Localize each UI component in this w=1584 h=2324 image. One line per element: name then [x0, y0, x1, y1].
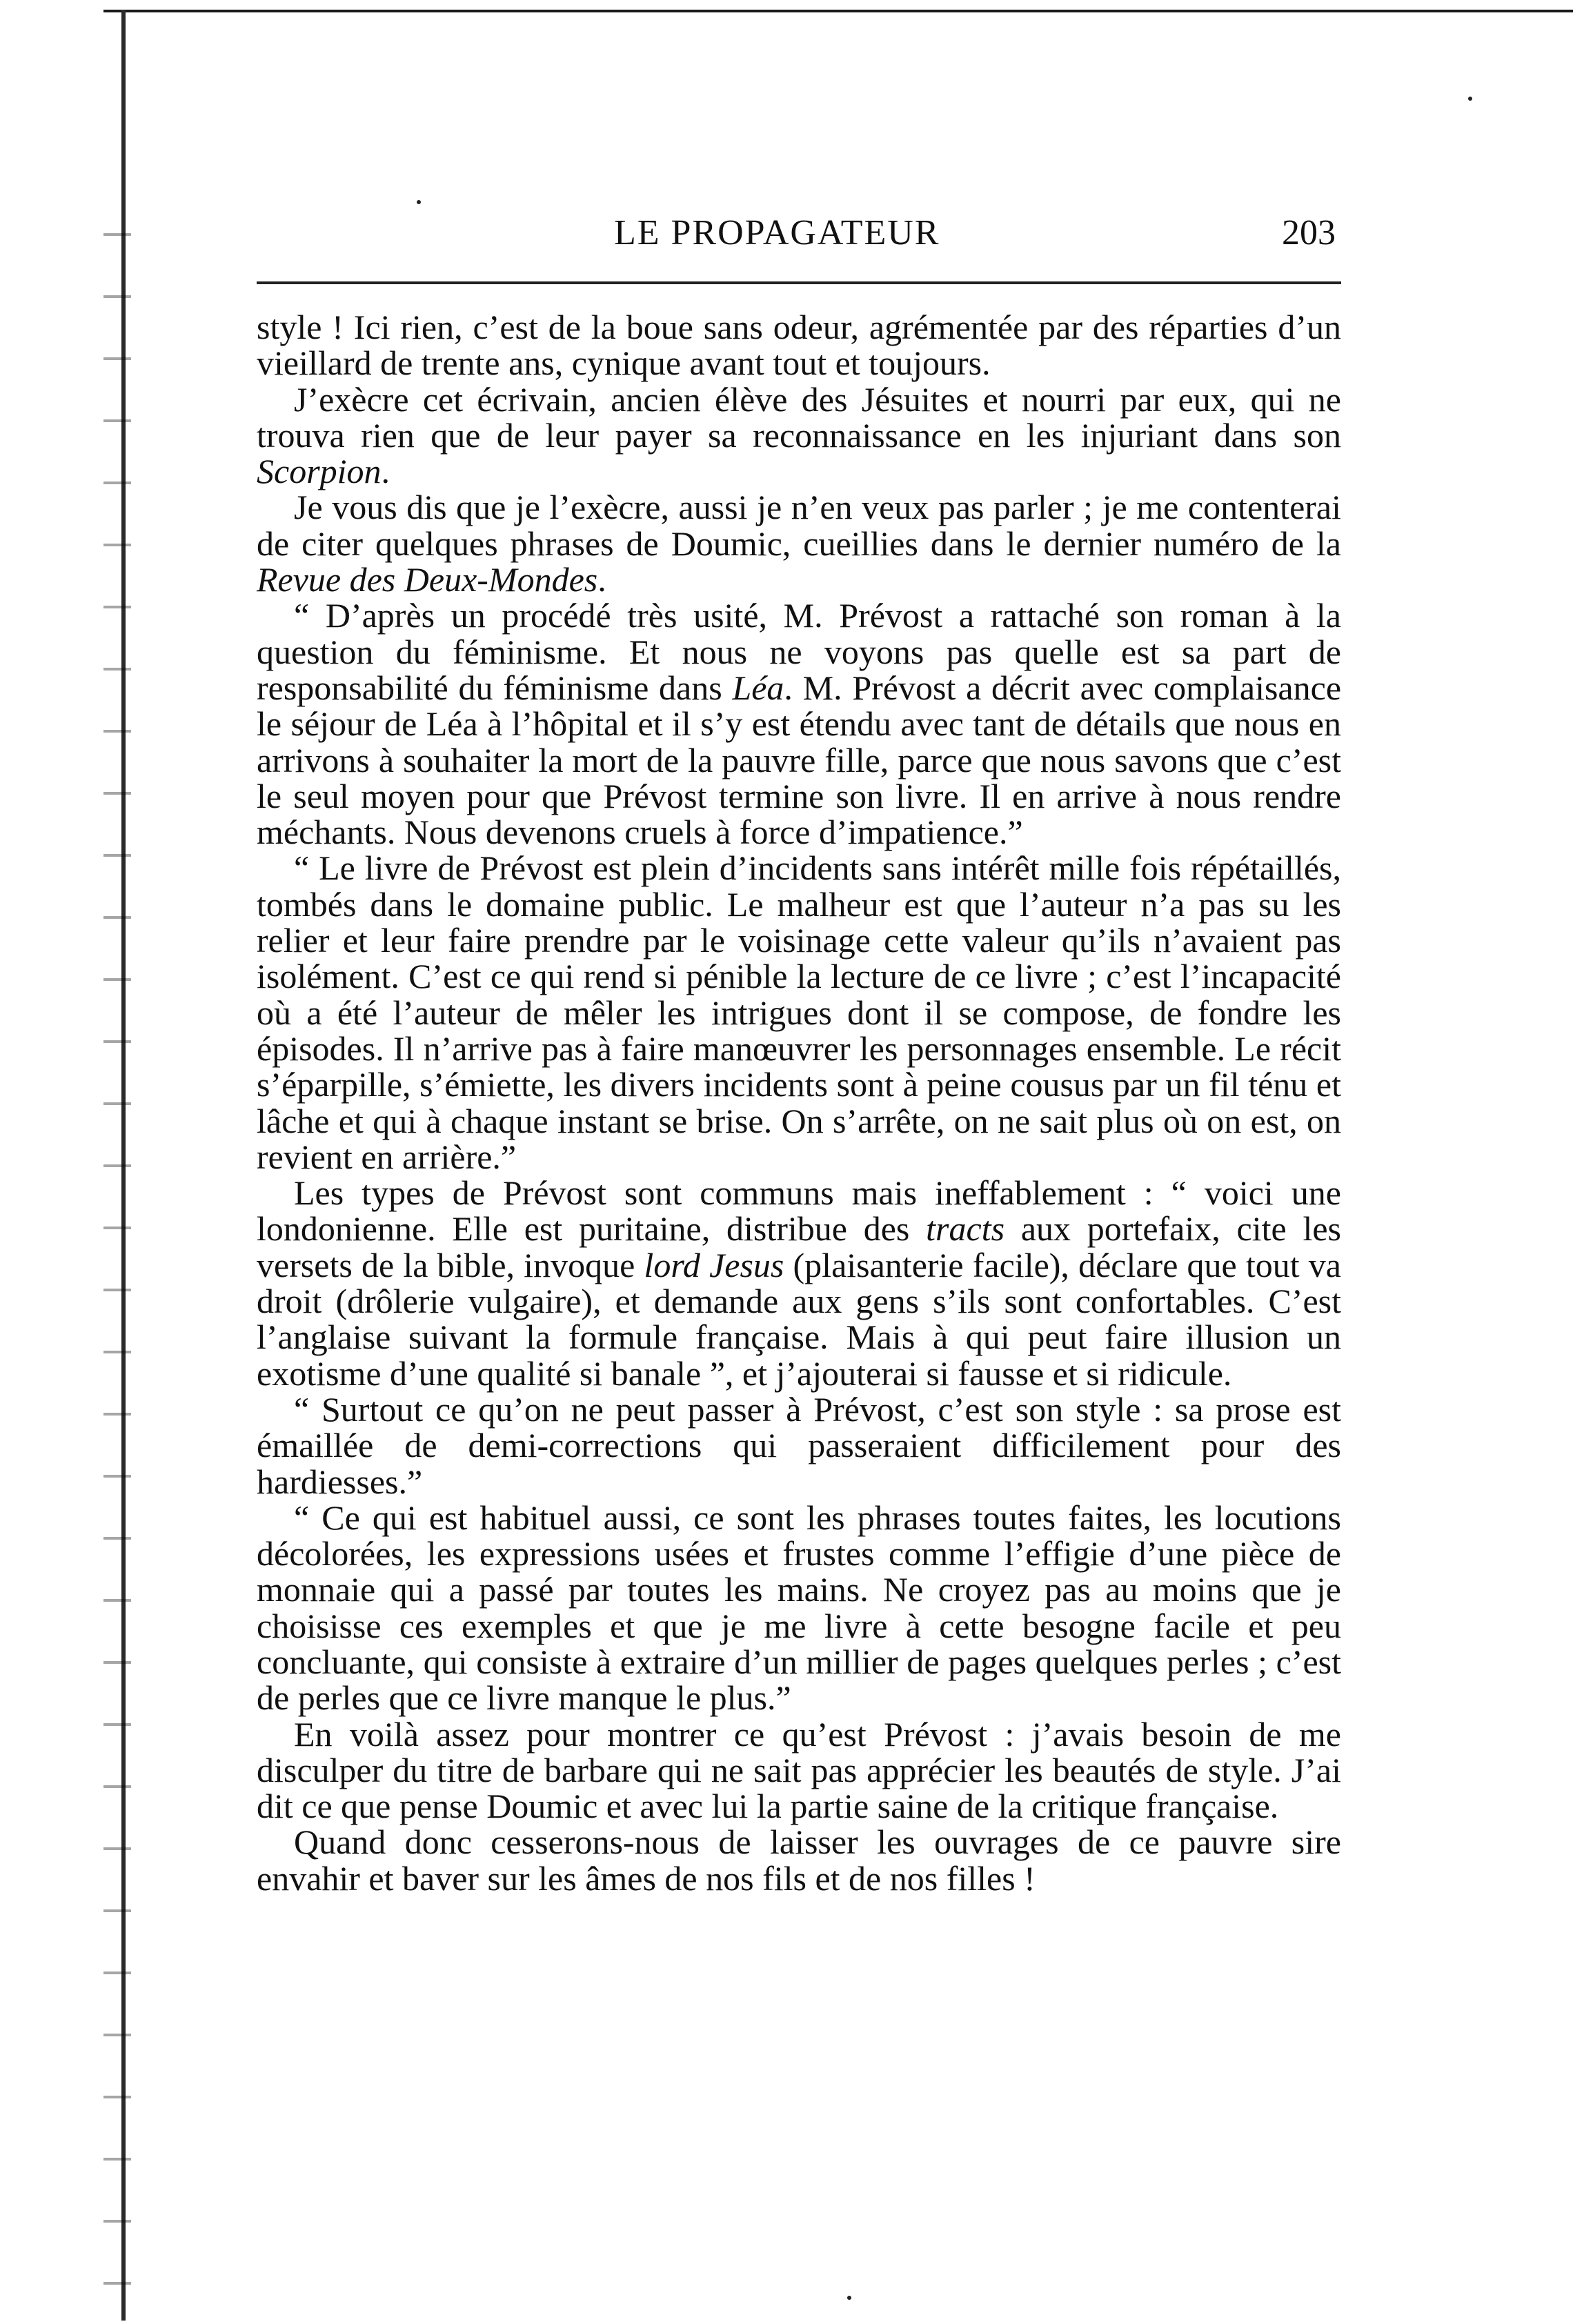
- ink-dot: [847, 2296, 851, 2300]
- paragraph: [257, 850, 1341, 1175]
- paragraph: [257, 597, 1341, 850]
- paragraph: [257, 1500, 1341, 1716]
- header-rule: [257, 281, 1341, 284]
- paragraph-text: (plaisanterie facile), déclare que tout va droit (drôlerie vulgaire), et demande aux gens s’ils sont confortables. C’est l’anglaise suivant la formule française. Mais à qui peut faire illusion un exotisme d’une qualité si banale ”, et j’ajouterai si fausse et si ridicule.: [257, 1245, 1341, 1393]
- paragraph-text: Je vous dis que je l’exècre, aussi je n’en veux pas parler ; je me contenterai de citer quelques phrases de Doumic, cueillies dans le dernier numéro de la: [257, 488, 1341, 563]
- paragraph-text: aux portefaix, cite les versets de la bible, invoque: [257, 1209, 1341, 1284]
- book-title: Léa: [732, 668, 784, 707]
- paragraph-text: J’exècre cet écrivain, ancien élève des Jésuites et nourri par eux, qui ne trouva rien que de leur payer sa reconnaissance en les injuriant dans son: [257, 379, 1341, 455]
- article-body: [257, 309, 1341, 1896]
- paragraph-text: En voilà assez pour montrer ce qu’est Prévost : j’avais besoin de me disculper du titre de barbare qui ne sait pas apprécier les beautés de style. J’ai dit ce que pense Doumic et avec lui la partie saine de la critique française.: [257, 1714, 1341, 1826]
- paragraph: [257, 1175, 1341, 1391]
- paragraph-text: Quand donc cesserons-nous de laisser les ouvrages de ce pauvre sire envahir et baver sur les âmes de nos fils et de nos filles !: [257, 1823, 1341, 1898]
- ink-dot: [417, 200, 421, 204]
- page-number: 203: [1282, 213, 1336, 252]
- running-header: [257, 207, 1341, 262]
- page-top-border: [103, 10, 1573, 12]
- paragraph: [257, 1716, 1341, 1825]
- journal-title: Revue des Deux-Mondes: [257, 560, 598, 599]
- paragraph-text: Les types de Prévost sont communs mais ineffablement : “ voici une londonienne. Elle est puritaine, distribue des: [257, 1173, 1341, 1249]
- paragraph-text: style ! Ici rien, c’est de la boue sans odeur, agrémentée par des réparties d’un vieillard de trente ans, cynique avant tout et toujours.: [257, 308, 1341, 383]
- paragraph-text: .: [597, 560, 606, 599]
- paragraph-text: “ Surtout ce qu’on ne peut passer à Prévost, c’est son style : sa prose est émaillée de demi-corrections qui passeraient difficilement pour des hardiesses.”: [257, 1389, 1341, 1501]
- scan-speckle: [103, 207, 131, 2318]
- emphasis: tracts: [926, 1209, 1005, 1249]
- paragraph: [257, 309, 1341, 381]
- paragraph: [257, 1824, 1341, 1896]
- running-title: LE PROPAGATEUR: [614, 213, 940, 252]
- paragraph-text: . M. Prévost a décrit avec complaisance le séjour de Léa à l’hôpital et il s’y est étendu avec tant de détails que nous en arrivons à souhaiter la mort de la pauvre fille, parce que nous savons que c’est le seul moyen pour que Prévost termine son livre. Il en arrive à nous rendre méchants. Nous devenons cruels à force d’impatience.”: [257, 668, 1342, 852]
- emphasis: lord Jesus: [644, 1245, 784, 1284]
- paragraph-text: .: [381, 452, 390, 491]
- paragraph-text: “ Ce qui est habituel aussi, ce sont les phrases toutes faites, les locutions décolorées, les expressions usées et frustes comme l’effigie d’une pièce de monnaie qui a passé par toutes les mains. Ne croyez pas au moins que je choisisse ces exemples et que je me livre à cette besogne facile et peu concluante, qui consiste à extraire d’un millier de pages quelques perles ; c’est de perles que ce livre manque le plus.”: [257, 1498, 1341, 1718]
- paragraph: [257, 1391, 1341, 1500]
- paragraph: [257, 381, 1341, 490]
- paragraph-text: “ D’après un procédé très usité, M. Prévost a rattaché son roman à la question du féminisme. Et nous ne voyons pas quelle est sa part de responsabilité du féminisme dans: [257, 596, 1341, 707]
- paragraph: [257, 489, 1341, 597]
- ink-dot: [1468, 97, 1472, 101]
- book-title: Scorpion: [257, 452, 382, 491]
- paragraph-text: “ Le livre de Prévost est plein d’incidents sans intérêt mille fois répétaillés, tombés dans le domaine public. Le malheur est que l’auteur n’a pas su les relier et leur faire prendre par le voisinage cette valeur qu’ils n’avaient pas isolément. C’est ce qui rend si pénible la lecture de ce livre ; c’est l’incapacité où a été l’auteur de mêler les intrigues dont il se compose, de fondre les épisodes. Il n’arrive pas à faire manœuvrer les personnages ensemble. Le récit s’éparpille, s’émiette, les divers incidents sont à peine cousus par un fil ténu et lâche et qui à chaque instant se brise. On s’arrête, on ne sait plus où on est, on revient en arrière.”: [257, 848, 1341, 1176]
